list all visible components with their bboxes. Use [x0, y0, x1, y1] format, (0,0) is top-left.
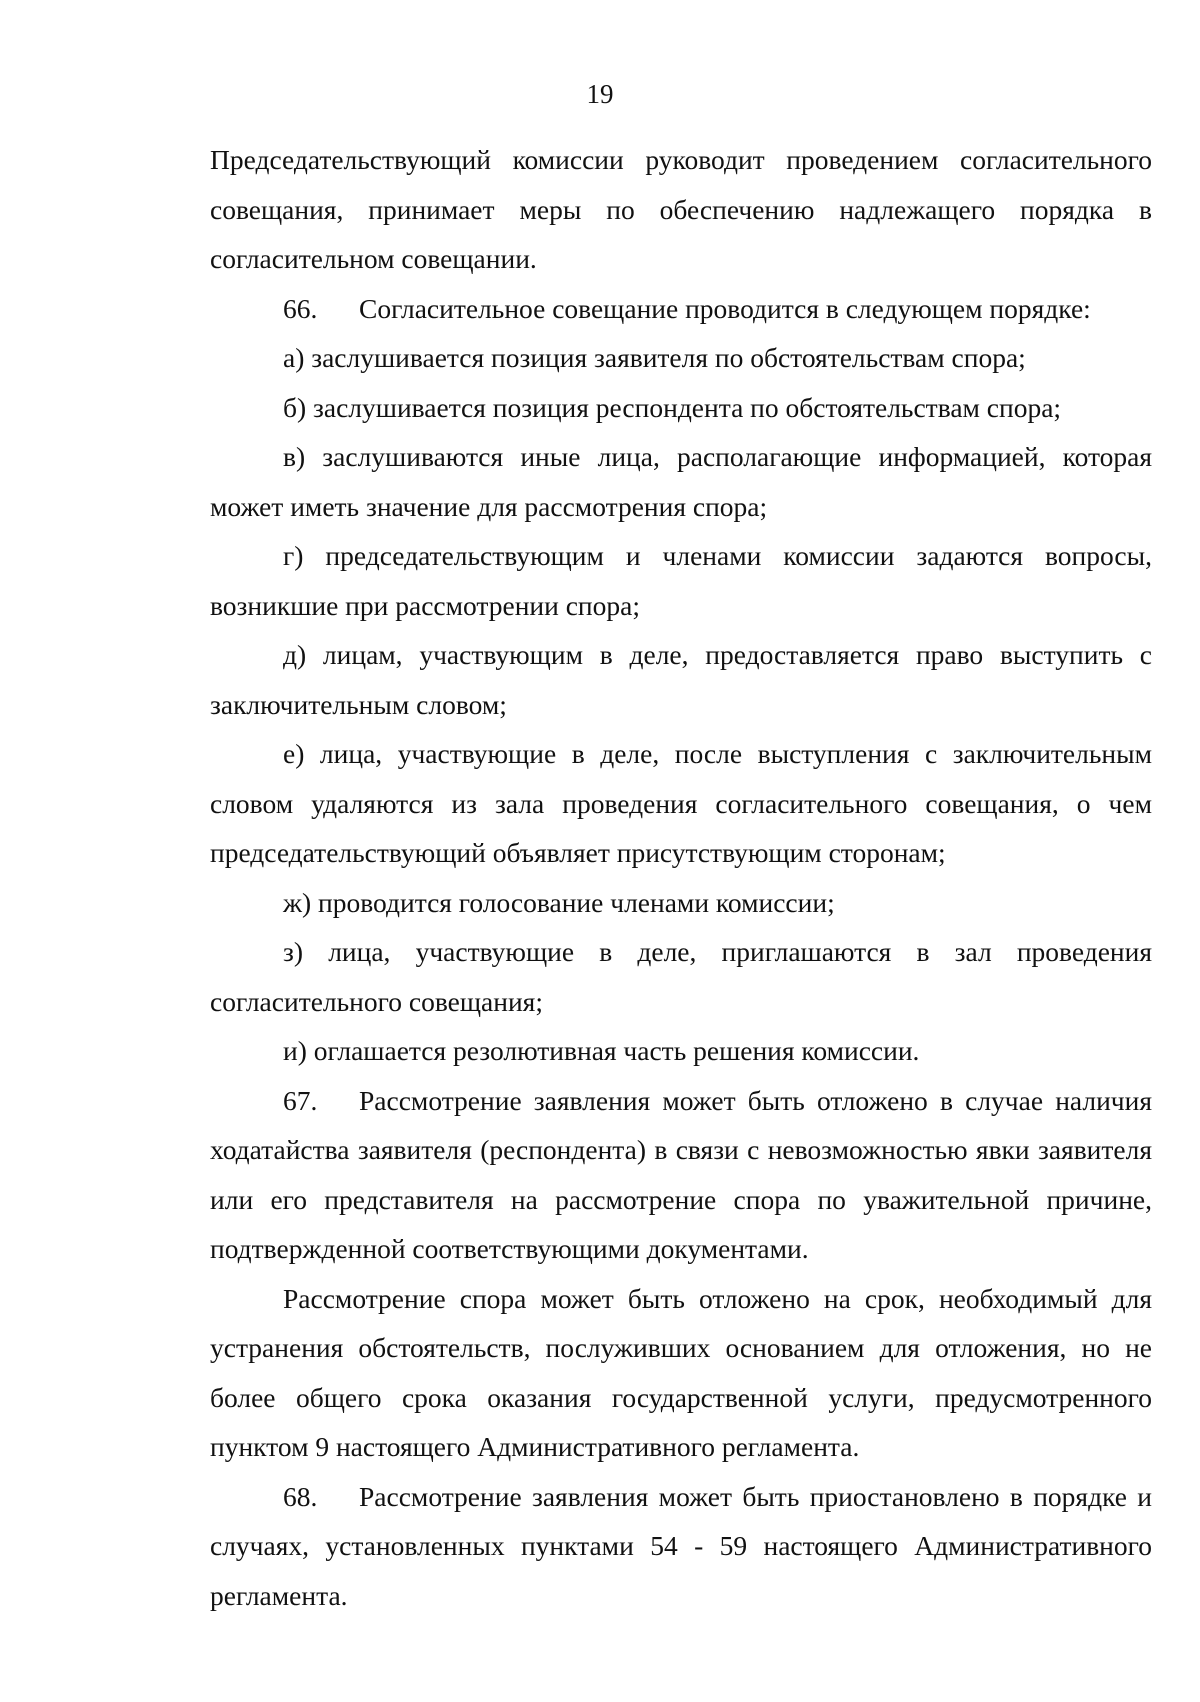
list-item-d: д) лицам, участвующим в деле, предоставляется право выступить с заключительным словом; [210, 639, 1152, 720]
paragraph-67 [210, 1076, 1152, 1274]
page-number: 19 [586, 79, 614, 109]
list-item-e: е) лица, участвующие в деле, после выступления с заключительным словом удаляются из зала проведения согласительного совещания, о чем председательствующий объявляет присутствующим сторонам; [210, 738, 1152, 868]
paragraph-67-text: Рассмотрение заявления может быть отложено в случае наличия ходатайства заявителя (респондента) в связи с невозможностью явки заявителя или его представителя на рассмотрение спора по уважительной причине, подтвержденной соответствующими документами. [210, 1084, 1152, 1264]
item-number-67: 67. [283, 1084, 318, 1116]
list-item-g: г) председательствующим и членами комиссии задаются вопросы, возникшие при рассмотрении спора; [210, 540, 1152, 621]
list-item-b: б) заслушивается позиция респондента по обстоятельствам спора; [283, 391, 1062, 423]
item-number-66: 66. [283, 292, 318, 324]
paragraph-66 [210, 284, 1152, 334]
list-item-i: и) оглашается резолютивная часть решения комиссии. [283, 1035, 920, 1066]
paragraph-chairman-duties: Председательствующий комиссии руководит проведением согласительного совещания, принимает меры по обеспечению надлежащего порядка в согласительном совещании. [210, 144, 1152, 274]
paragraph-67-postponement-term: Рассмотрение спора может быть отложено на срок, необходимый для устранения обстоятельств, послуживших основанием для отложения, но не более общего срока оказания государственной услуги, предусмотренного пунктом 9 настоящего Административного регламента. [210, 1282, 1152, 1462]
paragraph-68 [210, 1472, 1152, 1621]
list-item-z: з) лица, участвующие в деле, приглашаются в зал проведения согласительного совещания; [210, 936, 1152, 1017]
list-item-zh: ж) проводится голосование членами комиссии; [283, 886, 835, 918]
document-body [210, 135, 1152, 1620]
paragraph-68-text: Рассмотрение заявления может быть приостановлено в порядке и случаях, установленных пунктами 54 - 59 настоящего Административного регламента. [210, 1480, 1152, 1611]
paragraph-66-text: Согласительное совещание проводится в следующем порядке: [359, 292, 1091, 324]
item-number-68: 68. [283, 1480, 318, 1512]
list-item-v: в) заслушиваются иные лица, располагающие информацией, которая может иметь значение для рассмотрения спора; [210, 441, 1152, 522]
list-item-a: а) заслушивается позиция заявителя по обстоятельствам спора; [283, 342, 1026, 373]
